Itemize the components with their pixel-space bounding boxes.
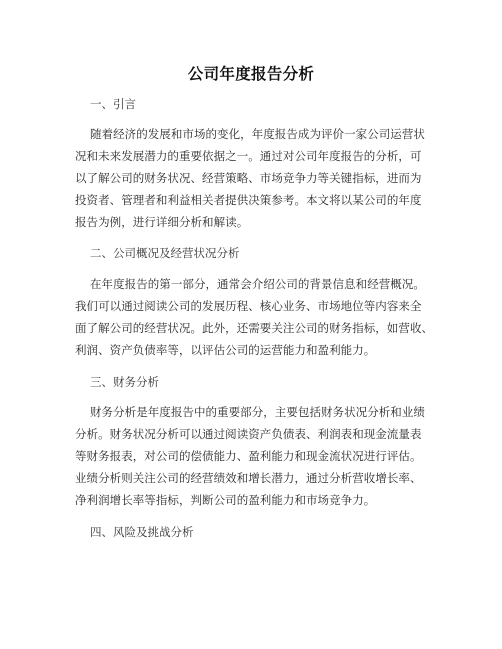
- section-heading-company-overview: 二、公司概况及经营状况分析: [90, 246, 240, 260]
- section-heading-introduction: 一、引言: [90, 97, 136, 111]
- paragraph-line: 分析。财务状况分析可以通过阅读资产负债表、利润表和现金流量表: [75, 427, 422, 441]
- paragraph-line: 面了解公司的经营状况。此外，还需要关注公司的财务指标，如营收、: [75, 321, 434, 335]
- paragraph-line: 况和未来发展潜力的重要依据之一。通过对公司年度报告的分析，可: [75, 149, 422, 163]
- paragraph-line: 净利润增长率等指标，判断公司的盈利能力和市场竞争力。: [75, 493, 376, 507]
- section-heading-financial-analysis: 三、财务分析: [90, 375, 159, 389]
- paragraph-line: 在年度报告的第一部分，通常会介绍公司的背景信息和经营概况。: [90, 277, 425, 291]
- paragraph-line: 以了解公司的财务状况、经营策略、市场竞争力等关键指标，进而为: [75, 171, 422, 185]
- paragraph-line: 利润、资产负债率等，以评估公司的运营能力和盈利能力。: [75, 343, 376, 357]
- paragraph-line: 我们可以通过阅读公司的发展历程、核心业务、市场地位等内容来全: [75, 299, 422, 313]
- paragraph-line: 投资者、管理者和利益相关者提供决策参考。本文将以某公司的年度: [75, 193, 422, 207]
- paragraph-line: 报告为例，进行详细分析和解读。: [75, 215, 249, 229]
- paragraph-line: 随着经济的发展和市场的变化，年度报告成为评价一家公司运营状: [90, 127, 425, 141]
- section-heading-risks-challenges: 四、风险及挑战分析: [90, 525, 194, 539]
- paragraph-line: 财务分析是年度报告中的重要部分，主要包括财务状况分析和业绩: [90, 405, 425, 419]
- paragraph-line: 等财务报表，对公司的偿债能力、盈利能力和现金流状况进行评估。: [75, 449, 422, 463]
- paragraph-line: 业绩分析则关注公司的经营绩效和增长潜力，通过分析营收增长率、: [75, 471, 422, 485]
- document-title: 公司年度报告分析: [187, 65, 315, 83]
